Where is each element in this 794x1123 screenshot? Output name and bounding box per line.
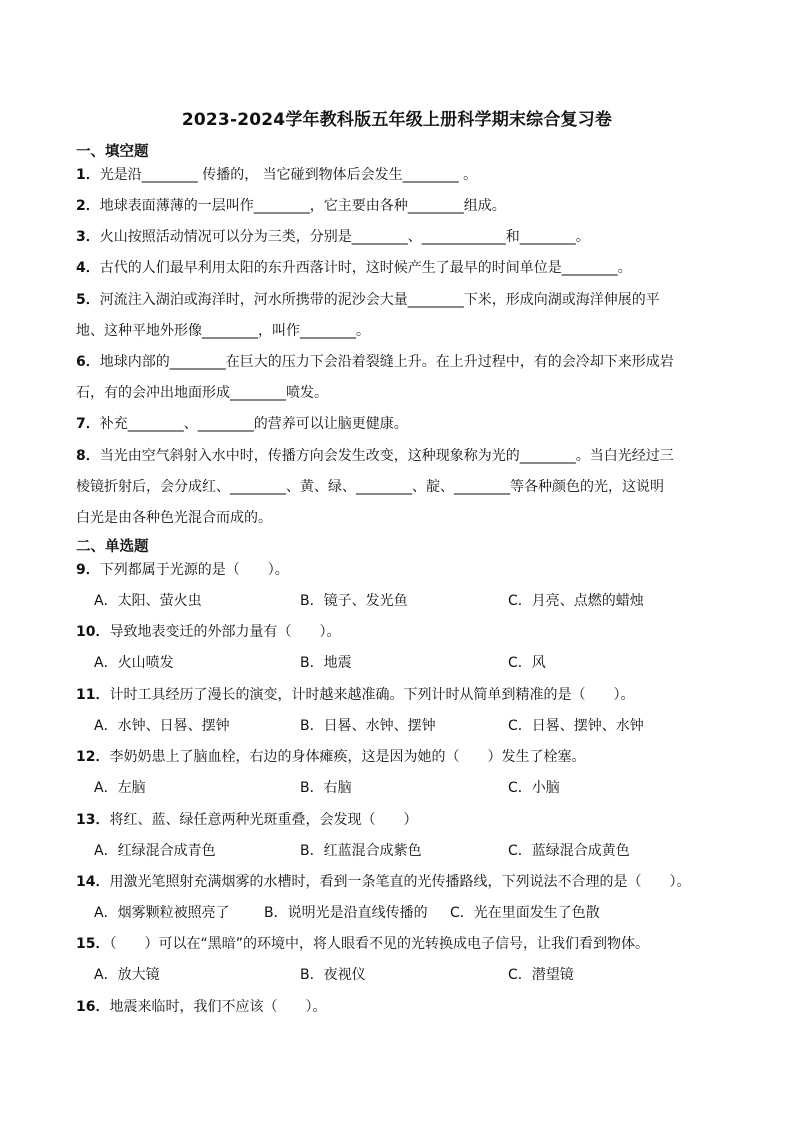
question-4: 4．古代的人们最早利用太阳的东升西落计时，这时候产生了最早的时间单位是________。 bbox=[76, 260, 632, 276]
question-13: 13．将红、蓝、绿任意两种光斑重叠，会发现（ ） bbox=[76, 812, 418, 828]
question-9: 9．下列都属于光源的是（ ）。 bbox=[76, 562, 289, 578]
option-12-b: B．右脑 bbox=[300, 780, 352, 796]
option-14-c: C．光在里面发生了色散 bbox=[450, 905, 600, 921]
question-14: 14．用激光笔照射充满烟雾的水槽时，看到一条笔直的光传播路线，下列说法不合理的是（ ）。 bbox=[76, 874, 691, 890]
option-13-b: B．红蓝混合成紫色 bbox=[300, 843, 422, 859]
question-15: 15．（ ）可以在“黑暗”的环境中，将人眼看不见的光转换成电子信号，让我们看到物体。 bbox=[76, 936, 649, 952]
option-12-a: A．左脑 bbox=[94, 780, 146, 796]
page-title: 2023-2024学年教科版五年级上册科学期末综合复习卷 bbox=[181, 110, 613, 130]
option-10-c: C．风 bbox=[508, 655, 546, 671]
option-10-b: B．地震 bbox=[300, 655, 352, 671]
question-8-line-2: 棱镜折射后，会分成红、________、黄、绿、________、靛、________等各种颜色的光，这说明 bbox=[76, 479, 664, 495]
question-16: 16．地震来临时，我们不应该（ ）。 bbox=[76, 999, 327, 1015]
question-5: 5．河流注入湖泊或海洋时，河水所携带的泥沙会大量________下米，形成向湖或海洋伸展的平 bbox=[76, 292, 660, 308]
option-15-b: B．夜视仪 bbox=[300, 967, 366, 983]
option-13-c: C．蓝绿混合成黄色 bbox=[508, 843, 630, 859]
section-choice-heading: 二、单选题 bbox=[76, 539, 149, 555]
question-12: 12．李奶奶患上了脑血栓，右边的身体瘫痪，这是因为她的（ ）发生了栓塞。 bbox=[76, 749, 586, 765]
option-11-a: A．水钟、日晷、摆钟 bbox=[94, 718, 230, 734]
question-7: 7．补充________、________的营养可以让脑更健康。 bbox=[76, 416, 408, 432]
question-5-line-2: 地、这种平地外形像________，叫作________。 bbox=[76, 323, 370, 339]
question-1: 1．光是沿________ 传播的， 当它碰到物体后会发生________ 。 bbox=[76, 167, 478, 183]
option-11-b: B．日晷、水钟、摆钟 bbox=[300, 718, 436, 734]
option-14-a: A．烟雾颗粒被照亮了 bbox=[94, 905, 230, 921]
option-14-b: B．说明光是沿直线传播的 bbox=[264, 905, 428, 921]
option-9-b: B．镜子、发光鱼 bbox=[300, 593, 408, 609]
question-6: 6．地球内部的________在巨大的压力下会沿着裂缝上升。在上升过程中，有的会冷却下来形成岩 bbox=[76, 354, 674, 370]
option-12-c: C．小脑 bbox=[508, 780, 560, 796]
question-10: 10．导致地表变迁的外部力量有（ ）。 bbox=[76, 624, 341, 640]
section-fill-heading: 一、填空题 bbox=[76, 144, 149, 160]
option-9-c: C．月亮、点燃的蜡烛 bbox=[508, 593, 644, 609]
option-10-a: A．火山喷发 bbox=[94, 655, 174, 671]
question-11: 11．计时工具经历了漫长的演变，计时越来越准确。下列计时从简单到精准的是（ ）。 bbox=[76, 687, 635, 703]
question-8-line-3: 白光是由各种色光混合而成的。 bbox=[76, 510, 272, 526]
option-15-a: A．放大镜 bbox=[94, 967, 160, 983]
option-13-a: A．红绿混合成青色 bbox=[94, 843, 216, 859]
option-9-a: A．太阳、萤火虫 bbox=[94, 593, 202, 609]
question-6-line-2: 石，有的会冲出地面形成________喷发。 bbox=[76, 385, 328, 401]
question-3: 3．火山按照活动情况可以分为三类，分别是________、____________和________。 bbox=[76, 229, 590, 245]
question-8: 8．当光由空气斜射入水中时，传播方向会发生改变，这种现象称为光的________。当白光经过三 bbox=[76, 448, 674, 464]
option-11-c: C．日晷、摆钟、水钟 bbox=[508, 718, 644, 734]
question-2: 2．地球表面薄薄的一层叫作________，它主要由各种________组成。 bbox=[76, 198, 506, 214]
option-15-c: C．潜望镜 bbox=[508, 967, 574, 983]
